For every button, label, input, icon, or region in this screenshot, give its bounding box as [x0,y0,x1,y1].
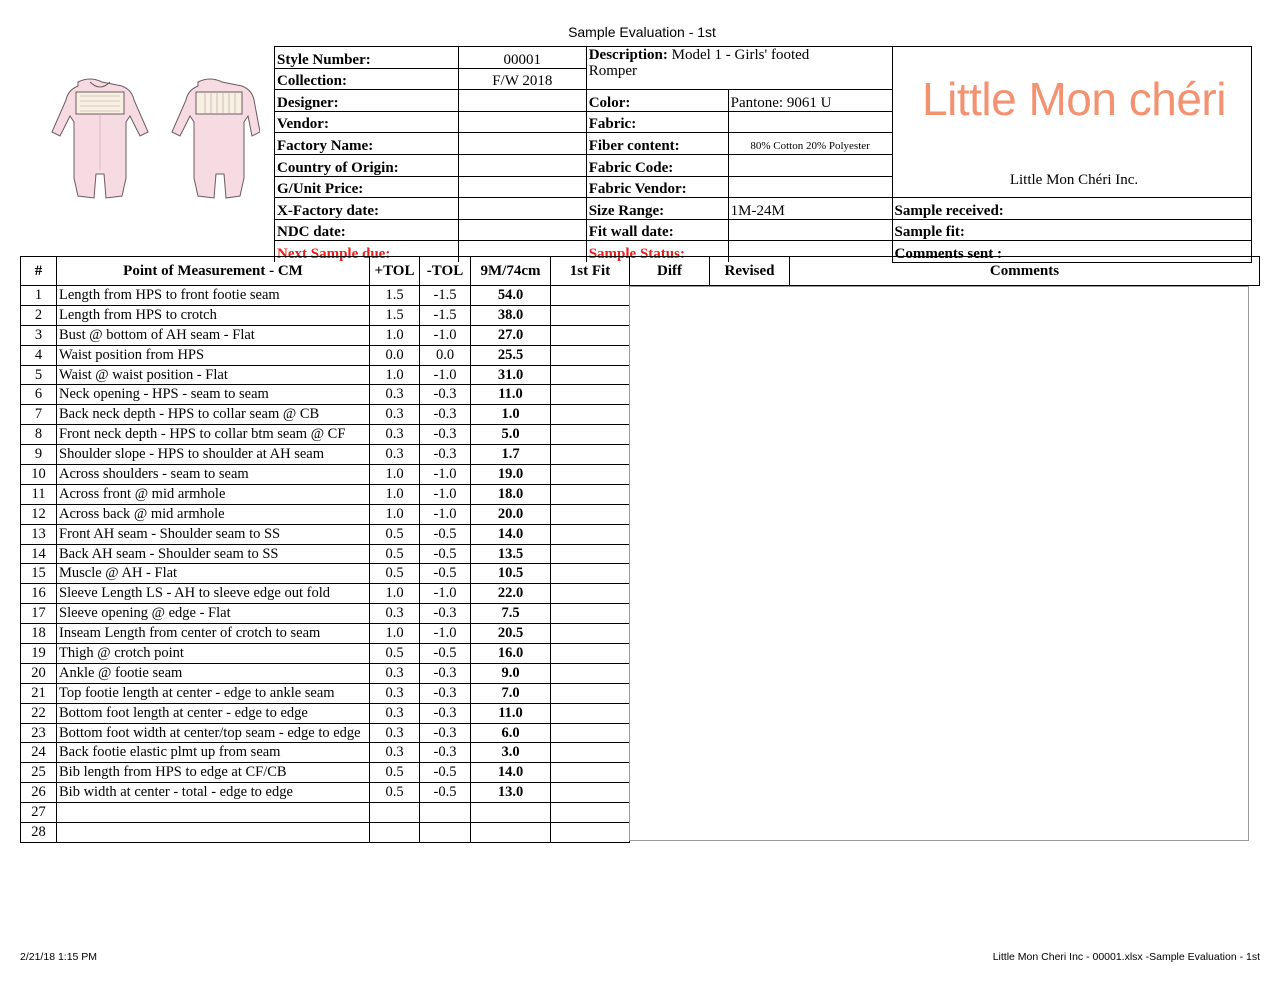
row-number: 15 [21,564,57,584]
minus-tolerance: -0.3 [420,445,471,465]
first-fit-cell[interactable] [551,504,630,524]
row-number: 23 [21,723,57,743]
minus-tolerance: -1.0 [420,465,471,485]
minus-tolerance: -0.3 [420,663,471,683]
header-label: Color: [586,90,728,112]
header-value[interactable] [458,219,586,241]
footer-filename: Little Mon Cheri Inc - 00001.xlsx -Sample Evaluation - 1st [992,951,1260,963]
sample-tracking-label: Sample fit: [892,219,1251,241]
row-number: 14 [21,544,57,564]
first-fit-cell[interactable] [551,723,630,743]
header-value[interactable] [458,198,586,220]
header-value[interactable] [458,111,586,133]
first-fit-cell[interactable] [551,286,630,306]
first-fit-cell[interactable] [551,763,630,783]
front-view-sketch [52,79,148,198]
column-header: 9M/74cm [471,257,551,286]
spec-9m-value: 13.5 [471,544,551,564]
minus-tolerance [420,803,471,823]
spec-9m-value: 13.0 [471,783,551,803]
plus-tolerance: 0.5 [370,763,420,783]
header-label: G/Unit Price: [275,176,459,198]
row-number: 28 [21,823,57,843]
first-fit-cell[interactable] [551,405,630,425]
plus-tolerance: 1.0 [370,365,420,385]
point-of-measurement: Bib width at center - total - edge to edge [57,783,370,803]
description-value-2: Romper [588,63,638,79]
header-label: Fit wall date: [586,219,728,241]
row-number: 25 [21,763,57,783]
first-fit-cell[interactable] [551,305,630,325]
point-of-measurement: Across back @ mid armhole [57,504,370,524]
header-label: Vendor: [275,111,459,133]
first-fit-cell[interactable] [551,365,630,385]
plus-tolerance: 1.0 [370,624,420,644]
minus-tolerance: -1.0 [420,365,471,385]
minus-tolerance: -0.3 [420,385,471,405]
header-label: Size Range: [586,198,728,220]
point-of-measurement: Back footie elastic plmt up from seam [57,743,370,763]
row-number: 26 [21,783,57,803]
column-header: +TOL [370,257,420,286]
header-label: X-Factory date: [275,198,459,220]
row-number: 3 [21,325,57,345]
sample-tracking-label: Sample received: [892,198,1251,220]
column-header: # [21,257,57,286]
point-of-measurement: Front neck depth - HPS to collar btm seam @ CF [57,425,370,445]
point-of-measurement: Bib length from HPS to edge at CF/CB [57,763,370,783]
point-of-measurement [57,823,370,843]
point-of-measurement: Muscle @ AH - Flat [57,564,370,584]
row-number: 21 [21,683,57,703]
back-view-sketch [172,79,260,198]
plus-tolerance: 0.5 [370,544,420,564]
plus-tolerance: 1.5 [370,286,420,306]
column-header: -TOL [420,257,471,286]
plus-tolerance: 0.3 [370,723,420,743]
minus-tolerance: -1.5 [420,286,471,306]
first-fit-cell[interactable] [551,524,630,544]
header-value[interactable] [728,219,892,241]
spec-9m-value: 25.5 [471,345,551,365]
header-value[interactable]: 80% Cotton 20% Polyester [728,133,892,155]
comments-area[interactable] [629,286,1249,841]
spec-9m-value: 6.0 [471,723,551,743]
sample-tracking-label: Comments sent : [892,241,1251,263]
header-row [275,198,1252,220]
first-fit-cell[interactable] [551,624,630,644]
header-label: Fabric Code: [586,154,728,176]
footer-timestamp: 2/21/18 1:15 PM [20,951,98,963]
header-row [275,47,1252,69]
spec-9m-value: 11.0 [471,703,551,723]
spec-9m-value [471,823,551,843]
spec-9m-value: 20.0 [471,504,551,524]
table-header-row [21,257,1260,286]
plus-tolerance: 0.3 [370,425,420,445]
minus-tolerance: -0.5 [420,564,471,584]
minus-tolerance: -1.5 [420,305,471,325]
column-header: Comments [790,257,1260,286]
spec-9m-value: 1.7 [471,445,551,465]
row-number: 11 [21,484,57,504]
point-of-measurement: Bottom foot length at center - edge to edge [57,703,370,723]
row-number: 4 [21,345,57,365]
column-header: 1st Fit [551,257,630,286]
spec-9m-value: 14.0 [471,524,551,544]
spec-9m-value: 5.0 [471,425,551,445]
description-field [586,47,892,90]
spec-9m-value: 27.0 [471,325,551,345]
point-of-measurement: Sleeve Length LS - AH to sleeve edge out fold [57,584,370,604]
header-label: Fiber content: [586,133,728,155]
row-number: 17 [21,604,57,624]
plus-tolerance: 0.5 [370,783,420,803]
spec-9m-value: 31.0 [471,365,551,385]
minus-tolerance: -0.3 [420,723,471,743]
minus-tolerance: -0.5 [420,524,471,544]
plus-tolerance: 0.3 [370,405,420,425]
header-label: Style Number: [275,47,459,69]
spec-9m-value [471,803,551,823]
minus-tolerance: -0.3 [420,604,471,624]
spec-9m-value: 3.0 [471,743,551,763]
row-number: 7 [21,405,57,425]
plus-tolerance: 0.3 [370,604,420,624]
plus-tolerance: 0.3 [370,663,420,683]
garment-sketch-image [30,70,260,210]
minus-tolerance: -0.3 [420,743,471,763]
point-of-measurement: Front AH seam - Shoulder seam to SS [57,524,370,544]
plus-tolerance: 1.0 [370,325,420,345]
first-fit-cell[interactable] [551,683,630,703]
plus-tolerance [370,803,420,823]
header-value[interactable] [458,154,586,176]
company-name: Little Mon Chéri Inc. [1009,172,1139,188]
point-of-measurement: Length from HPS to crotch [57,305,370,325]
column-header: Point of Measurement - CM [57,257,370,286]
spec-9m-value: 10.5 [471,564,551,584]
header-value[interactable]: Pantone: 9061 U [728,90,892,112]
spec-9m-value: 1.0 [471,405,551,425]
spec-9m-value: 18.0 [471,484,551,504]
point-of-measurement: Length from HPS to front footie seam [57,286,370,306]
plus-tolerance: 1.5 [370,305,420,325]
minus-tolerance [420,823,471,843]
spec-9m-value: 7.5 [471,604,551,624]
spec-9m-value: 16.0 [471,644,551,664]
point-of-measurement: Sleeve opening @ edge - Flat [57,604,370,624]
point-of-measurement: Back neck depth - HPS to collar seam @ CB [57,405,370,425]
first-fit-cell[interactable] [551,743,630,763]
header-label: Designer: [275,90,459,112]
row-number: 12 [21,504,57,524]
header-label: Next Sample due: [275,241,459,263]
row-number: 8 [21,425,57,445]
row-number: 24 [21,743,57,763]
minus-tolerance: -0.5 [420,783,471,803]
spec-9m-value: 9.0 [471,663,551,683]
row-number: 18 [21,624,57,644]
plus-tolerance: 0.3 [370,385,420,405]
first-fit-cell[interactable] [551,703,630,723]
minus-tolerance: -0.5 [420,763,471,783]
row-number: 19 [21,644,57,664]
header-value[interactable] [458,133,586,155]
header-label: Factory Name: [275,133,459,155]
first-fit-cell[interactable] [551,425,630,445]
first-fit-cell[interactable] [551,345,630,365]
row-number: 1 [21,286,57,306]
spec-9m-value: 20.5 [471,624,551,644]
header-label: Fabric Vendor: [586,176,728,198]
plus-tolerance [370,823,420,843]
first-fit-cell[interactable] [551,644,630,664]
minus-tolerance: -1.0 [420,624,471,644]
row-number: 2 [21,305,57,325]
header-label: Country of Origin: [275,154,459,176]
header-value[interactable]: 1M-24M [728,198,892,220]
row-number: 9 [21,445,57,465]
first-fit-cell[interactable] [551,823,630,843]
spec-9m-value: 7.0 [471,683,551,703]
plus-tolerance: 1.0 [370,465,420,485]
point-of-measurement: Neck opening - HPS - seam to seam [57,385,370,405]
spec-9m-value: 38.0 [471,305,551,325]
plus-tolerance: 0.3 [370,703,420,723]
header-label: NDC date: [275,219,459,241]
spec-9m-value: 19.0 [471,465,551,485]
plus-tolerance: 0.5 [370,564,420,584]
spec-9m-value: 11.0 [471,385,551,405]
minus-tolerance: -0.3 [420,683,471,703]
header-value[interactable]: F/W 2018 [458,68,586,90]
row-number: 22 [21,703,57,723]
header-label: Sample Status: [586,241,728,263]
point-of-measurement: Inseam Length from center of crotch to seam [57,624,370,644]
row-number: 10 [21,465,57,485]
first-fit-cell[interactable] [551,663,630,683]
point-of-measurement: Back AH seam - Shoulder seam to SS [57,544,370,564]
spec-9m-value: 54.0 [471,286,551,306]
first-fit-cell[interactable] [551,445,630,465]
column-header: Revised [710,257,790,286]
point-of-measurement: Across front @ mid armhole [57,484,370,504]
minus-tolerance: -1.0 [420,325,471,345]
first-fit-cell[interactable] [551,803,630,823]
row-number: 16 [21,584,57,604]
minus-tolerance: -0.3 [420,405,471,425]
point-of-measurement: Top footie length at center - edge to ankle seam [57,683,370,703]
point-of-measurement [57,803,370,823]
header-label: Fabric: [586,111,728,133]
first-fit-cell[interactable] [551,783,630,803]
header-value[interactable] [728,111,892,133]
minus-tolerance: -0.3 [420,425,471,445]
plus-tolerance: 0.3 [370,683,420,703]
plus-tolerance: 0.5 [370,644,420,664]
point-of-measurement: Waist position from HPS [57,345,370,365]
minus-tolerance: -1.0 [420,584,471,604]
description-value[interactable]: Model 1 - Girls' footed [671,47,810,63]
description-label: Description: [588,47,668,63]
row-number: 27 [21,803,57,823]
minus-tolerance: 0.0 [420,345,471,365]
row-number: 13 [21,524,57,544]
brand-logo: Little Mon chéri [922,73,1226,125]
header-value[interactable] [458,90,586,112]
first-fit-cell[interactable] [551,465,630,485]
header-value[interactable] [458,176,586,198]
first-fit-cell[interactable] [551,584,630,604]
point-of-measurement: Bottom foot width at center/top seam - edge to edge [57,723,370,743]
plus-tolerance: 1.0 [370,504,420,524]
point-of-measurement: Bust @ bottom of AH seam - Flat [57,325,370,345]
first-fit-cell[interactable] [551,564,630,584]
plus-tolerance: 0.5 [370,524,420,544]
minus-tolerance: -0.5 [420,544,471,564]
first-fit-cell[interactable] [551,604,630,624]
minus-tolerance: -1.0 [420,504,471,524]
minus-tolerance: -0.3 [420,703,471,723]
point-of-measurement: Shoulder slope - HPS to shoulder at AH seam [57,445,370,465]
row-number: 20 [21,663,57,683]
plus-tolerance: 1.0 [370,584,420,604]
plus-tolerance: 0.0 [370,345,420,365]
spec-9m-value: 14.0 [471,763,551,783]
page-title: Sample Evaluation - 1st [568,24,716,40]
plus-tolerance: 1.0 [370,484,420,504]
point-of-measurement: Ankle @ footie seam [57,663,370,683]
first-fit-cell[interactable] [551,544,630,564]
header-value[interactable]: 00001 [458,47,586,69]
header-value[interactable] [728,176,892,198]
minus-tolerance: -0.5 [420,644,471,664]
point-of-measurement: Thigh @ crotch point [57,644,370,664]
minus-tolerance: -1.0 [420,484,471,504]
point-of-measurement: Waist @ waist position - Flat [57,365,370,385]
spec-9m-value: 22.0 [471,584,551,604]
row-number: 5 [21,365,57,385]
point-of-measurement: Across shoulders - seam to seam [57,465,370,485]
header-label: Collection: [275,68,459,90]
header-value[interactable] [728,154,892,176]
first-fit-cell[interactable] [551,385,630,405]
column-header: Diff [630,257,710,286]
row-number: 6 [21,385,57,405]
plus-tolerance: 0.3 [370,445,420,465]
first-fit-cell[interactable] [551,325,630,345]
first-fit-cell[interactable] [551,484,630,504]
plus-tolerance: 0.3 [370,743,420,763]
header-row [275,219,1252,241]
